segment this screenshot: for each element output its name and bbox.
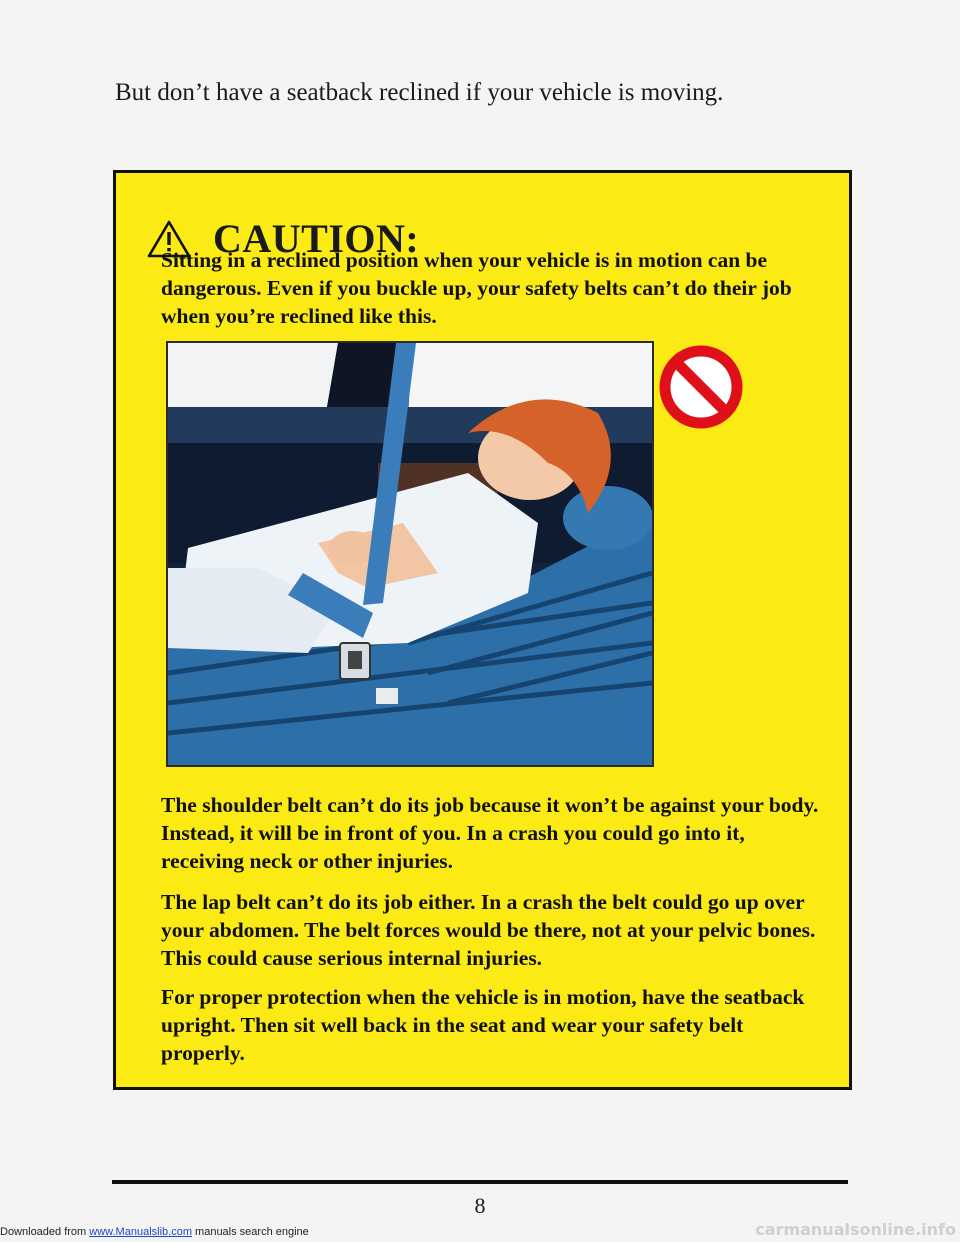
caution-box [113, 170, 852, 1090]
caution-paragraph-2: The shoulder belt can’t do its job because it won’t be against your body. Instead, it will be in front of you. In a crash you could go into it, receiving neck or other injuries. [161, 793, 819, 873]
download-footer [0, 1226, 309, 1238]
caution-paragraph-1: Sitting in a reclined position when your vehicle is in motion can be dangerous. Even if you buckle up, your safety belts can’t do their job when you’re reclined like this. [161, 248, 792, 328]
footer-rule [112, 1180, 848, 1184]
caution-paragraph-4: For proper protection when the vehicle is in motion, have the seatback upright. Then sit well back in the seat and wear your safety belt properly. [161, 985, 805, 1065]
intro-text: But don’t have a seatback reclined if your vehicle is moving. [115, 79, 724, 106]
caution-title: CAUTION: [213, 216, 420, 261]
watermark: carmanualsonline.info [755, 1220, 956, 1239]
page-number: 8 [474, 1193, 486, 1218]
caution-paragraph-3: The lap belt can’t do its job either. In a crash the belt could go up over your abdomen. The belt forces would be there, not at your pelvic bones. This could cause serious internal injuries. [161, 890, 816, 970]
no-symbol-icon [655, 341, 747, 433]
manualslib-link[interactable]: www.Manualslib.com [89, 1226, 192, 1238]
footer-suffix: manuals search engine [191, 1226, 309, 1238]
footer-prefix: Downloaded from [0, 1226, 90, 1238]
reclined-passenger-illustration [166, 341, 654, 767]
